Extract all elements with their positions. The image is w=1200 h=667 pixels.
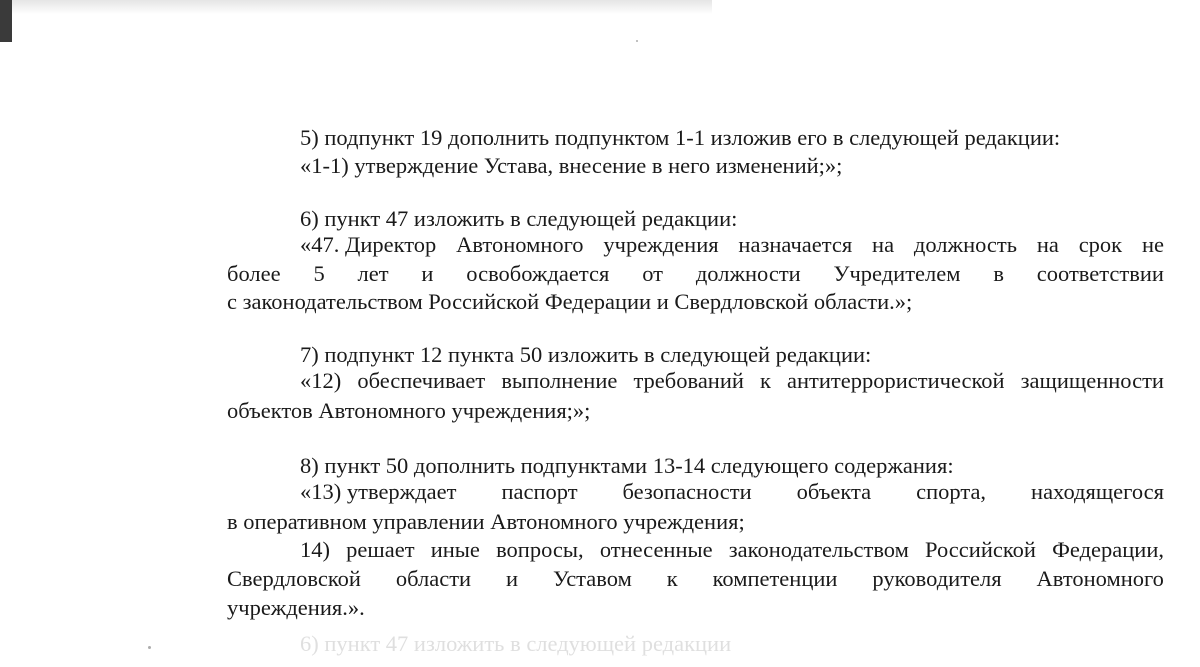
item-6-body-line bbox=[300, 231, 1164, 259]
word: «12) bbox=[300, 368, 342, 393]
item-5-heading: 5) подпункт 19 дополнить подпунктом 1-1 изложив его в следующей редакции: bbox=[300, 125, 1061, 150]
word: Учредителем bbox=[833, 261, 961, 286]
word: не bbox=[1141, 232, 1164, 257]
word: Уставом bbox=[552, 566, 632, 591]
word: и bbox=[421, 261, 434, 286]
word: к bbox=[666, 566, 678, 591]
word: решает bbox=[346, 537, 415, 562]
word: лет bbox=[357, 261, 389, 286]
item-8-body-line bbox=[300, 536, 1164, 564]
word: Автономного bbox=[456, 232, 584, 257]
word: Автономного bbox=[1036, 566, 1164, 591]
word: Федерации, bbox=[1052, 537, 1164, 562]
word: выполнение bbox=[501, 368, 618, 393]
word: законодательством bbox=[728, 537, 909, 562]
word: компетенции bbox=[712, 566, 838, 591]
word: 5 bbox=[313, 261, 325, 286]
word: более bbox=[227, 261, 281, 286]
word: в bbox=[993, 261, 1004, 286]
word: требований bbox=[633, 368, 744, 393]
word: на bbox=[872, 232, 895, 257]
item-5-body-line: «1-1) утверждение Устава, внесение в него изменений;»; bbox=[300, 153, 843, 178]
item-6-body-line bbox=[227, 260, 1164, 288]
word: безопасности bbox=[622, 479, 752, 504]
item-6-body-last: с законодательством Российской Федерации и Свердловской области.»; bbox=[227, 289, 913, 314]
word: объекта bbox=[796, 479, 872, 504]
item-6-heading: 6) пункт 47 изложить в следующей редакции: bbox=[300, 206, 738, 231]
word: вопросы, bbox=[496, 537, 584, 562]
word: «47. Директор bbox=[300, 232, 437, 257]
word: должность bbox=[913, 232, 1017, 257]
word: руководителя bbox=[872, 566, 1002, 591]
word: паспорт bbox=[501, 479, 578, 504]
word: от bbox=[642, 261, 663, 286]
word: антитеррористической bbox=[787, 368, 1005, 393]
word: спорта, bbox=[916, 479, 987, 504]
word: отнесенные bbox=[599, 537, 713, 562]
word: иные bbox=[430, 537, 480, 562]
word: назначается bbox=[738, 232, 853, 257]
word: обеспечивает bbox=[357, 368, 486, 393]
item-7-body-line bbox=[300, 367, 1164, 395]
word: соответствии bbox=[1036, 261, 1164, 286]
word: Российской bbox=[925, 537, 1036, 562]
word: защищенности bbox=[1020, 368, 1164, 393]
item-7-body-last: объектов Автономного учреждения;»; bbox=[227, 398, 591, 423]
word: учреждения bbox=[603, 232, 719, 257]
item-8-body-mid: в оперативном управлении Автономного учреждения; bbox=[227, 509, 745, 534]
word: области bbox=[395, 566, 472, 591]
word: срок bbox=[1078, 232, 1123, 257]
item-8-body-line bbox=[227, 565, 1164, 593]
word: и bbox=[506, 566, 519, 591]
word: Свердловской bbox=[227, 566, 361, 591]
word: «13) утверждает bbox=[300, 479, 457, 504]
item-8-heading: 8) пункт 50 дополнить подпунктами 13-14 следующего содержания: bbox=[300, 453, 954, 478]
word: к bbox=[760, 368, 771, 393]
bleed-through-text: 6) пункт 47 изложить в следующей редакции bbox=[300, 631, 732, 656]
item-8-body-last: учреждения.». bbox=[227, 595, 365, 620]
word: должности bbox=[695, 261, 801, 286]
item-8-body-line bbox=[300, 478, 1164, 506]
item-7-heading: 7) подпункт 12 пункта 50 изложить в следующей редакции: bbox=[300, 342, 872, 367]
word: находящегося bbox=[1031, 479, 1164, 504]
word: 14) bbox=[300, 537, 330, 562]
word: на bbox=[1036, 232, 1059, 257]
word: освобождается bbox=[466, 261, 610, 286]
